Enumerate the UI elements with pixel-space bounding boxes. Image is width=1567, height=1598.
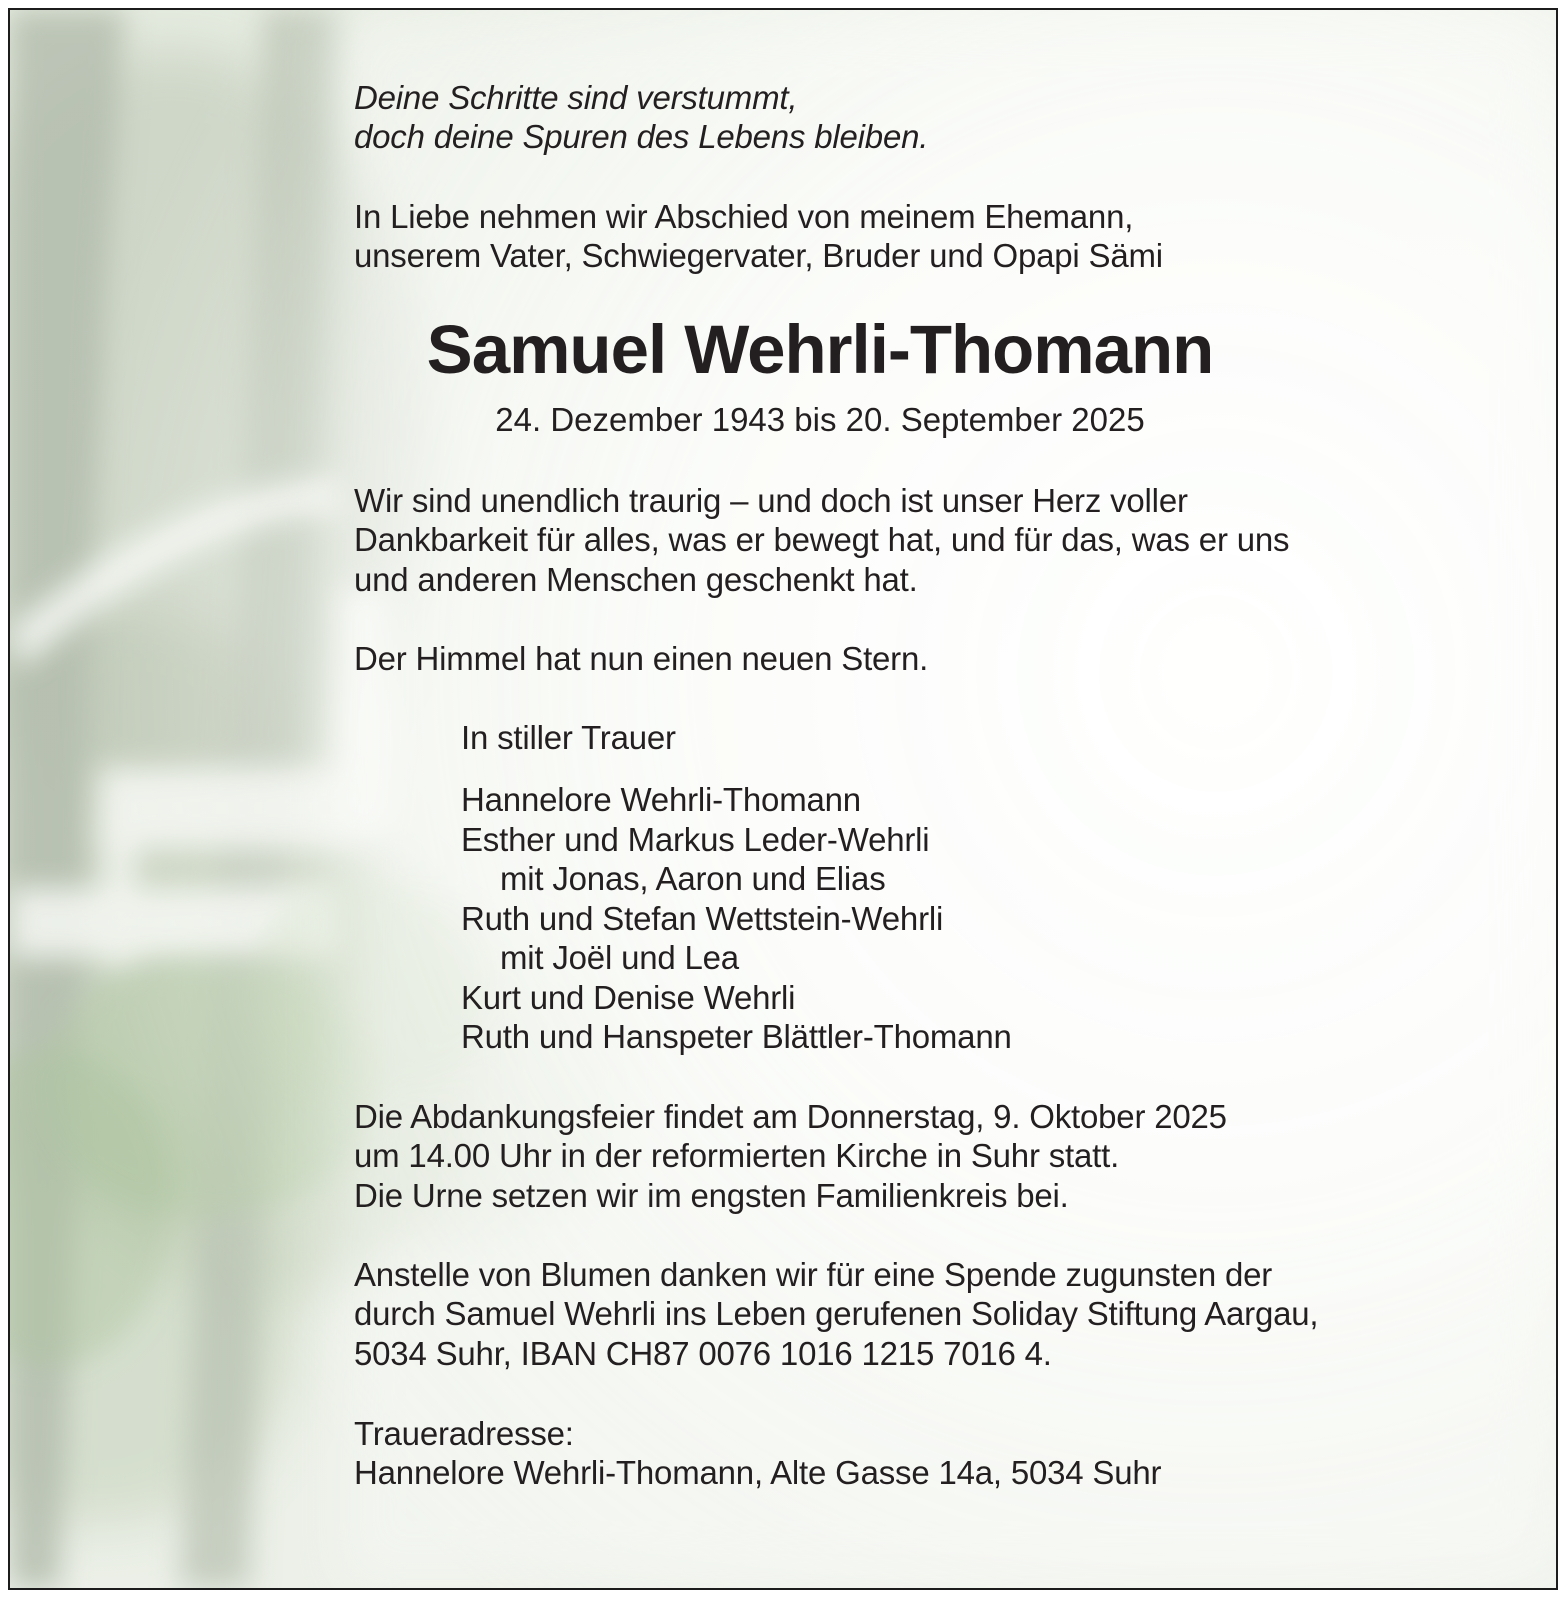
ceremony-line: um 14.00 Uhr in der reformierten Kirche in Suhr statt. — [354, 1137, 1120, 1174]
donation-line: Anstelle von Blumen danken wir für eine Spende zugunsten der — [354, 1256, 1273, 1293]
ceremony-line: Die Abdankungsfeier findet am Donnerstag, 9. Oktober 2025 — [354, 1098, 1227, 1135]
intro-line: In Liebe nehmen wir Abschied von meinem Ehemann, — [354, 198, 1134, 235]
tribute-line: Wir sind unendlich traurig – und doch ist unser Herz voller — [354, 482, 1188, 519]
mourner-entry: Esther und Markus Leder-Wehrli — [461, 821, 930, 858]
donation-line: durch Samuel Wehrli ins Leben gerufenen Soliday Stiftung Aargau, — [354, 1295, 1319, 1332]
mourner-entry: Ruth und Stefan Wettstein-Wehrli — [461, 900, 944, 937]
life-dates: 24. Dezember 1943 bis 20. September 2025 — [495, 401, 1145, 438]
tribute-line: und anderen Menschen geschenkt hat. — [354, 561, 918, 598]
address-label: Traueradresse: — [354, 1415, 574, 1452]
mourner-entry: Hannelore Wehrli-Thomann — [461, 781, 861, 818]
deceased-name: Samuel Wehrli-Thomann — [426, 311, 1214, 388]
mourners-heading: In stiller Trauer — [461, 719, 676, 756]
death-notice — [8, 8, 1558, 1590]
mourner-children: mit Jonas, Aaron und Elias — [500, 860, 886, 897]
intro-line: unserem Vater, Schwiegervater, Bruder und Opapi Sämi — [354, 237, 1163, 274]
address-line: Hannelore Wehrli-Thomann, Alte Gasse 14a, 5034 Suhr — [354, 1454, 1162, 1491]
ceremony-line: Die Urne setzen wir im engsten Familienkreis bei. — [354, 1177, 1069, 1214]
mourner-entry: Ruth und Hanspeter Blättler-Thomann — [461, 1018, 1012, 1055]
notice-text — [10, 10, 1556, 1588]
star-line: Der Himmel hat nun einen neuen Stern. — [354, 640, 929, 677]
mourner-children: mit Joël und Lea — [500, 939, 739, 976]
donation-line: 5034 Suhr, IBAN CH87 0076 1016 1215 7016 4. — [354, 1335, 1052, 1372]
mourner-entry: Kurt und Denise Wehrli — [461, 979, 796, 1016]
tribute-line: Dankbarkeit für alles, was er bewegt hat, und für das, was er uns — [354, 521, 1290, 558]
motto-line: doch deine Spuren des Lebens bleiben. — [354, 118, 929, 155]
motto-line: Deine Schritte sind verstummt, — [354, 79, 798, 116]
